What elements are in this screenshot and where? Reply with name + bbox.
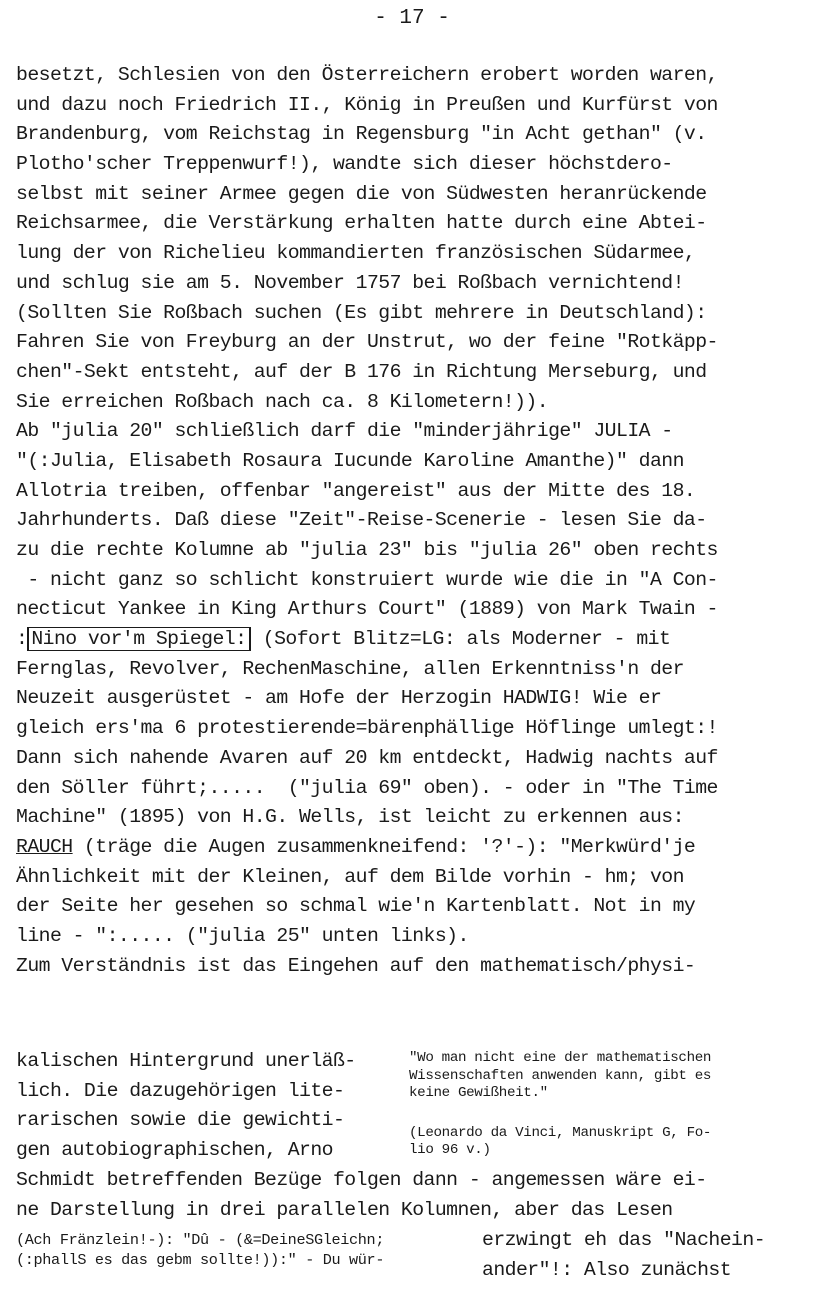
page-number: - 17 - [374, 7, 450, 30]
body-text [16, 61, 822, 981]
quote-line: keine Gewißheit." [409, 1085, 548, 1101]
text-line: gen autobiographischen, Arno [16, 1139, 333, 1162]
text-line: necticut Yankee in King Arthurs Court" (1889) von Mark Twain - [16, 598, 718, 621]
text-line: "(:Julia, Elisabeth Rosaura Iucunde Karoline Amanthe)" dann [16, 449, 684, 472]
text-line: Dann sich nahende Avaren auf 20 km entdeckt, Hadwig nachts auf [16, 746, 718, 769]
text-line: kalischen Hintergrund unerläß- [16, 1050, 356, 1072]
text-line: Plotho'scher Treppenwurf!), wandte sich dieser höchstdero- [16, 153, 673, 176]
text-line: ander"!: Also zunächst [482, 1258, 732, 1281]
text-line: und schlug sie am 5. November 1757 bei Roßbach vernichtend! [16, 271, 684, 294]
text-line: Fahren Sie von Freyburg an der Unstrut, wo der feine "Rotkäpp- [16, 331, 718, 354]
text-line: Schmidt betreffenden Bezüge folgen dann - angemessen wäre ei- [16, 1169, 707, 1191]
text-line: Allotria treiben, offenbar "angereist" aus der Mitte des 18. [16, 479, 696, 502]
text-line: lich. Die dazugehörigen lite- [16, 1079, 345, 1102]
boxed-title: Nino vor'm Spiegel: [27, 627, 251, 651]
boxed-line-suffix: (Sofort Blitz=LG: als Moderner - mit [251, 628, 671, 651]
quote-line: "Wo man nicht eine der mathematischen [409, 1050, 712, 1066]
quote-source-line: (Leonardo da Vinci, Manuskript G, Fo- [409, 1124, 712, 1141]
text-line: lung der von Richelieu kommandierten französischen Südarmee, [16, 242, 696, 265]
boxed-line-prefix: : [16, 628, 28, 651]
underlined-text-line [16, 833, 822, 863]
text-line: selbst mit seiner Armee gegen die von Südwesten heranrückende [16, 182, 707, 205]
text-line: Reichsarmee, die Verstärkung erhalten hatte durch eine Abtei- [16, 212, 707, 235]
quote-source-line: lio 96 v.) [409, 1142, 491, 1158]
text-line: (Sollten Sie Roßbach suchen (Es gibt mehrere in Deutschland): [16, 301, 707, 324]
text-line: rarischen sowie die gewichti- [16, 1109, 345, 1132]
text-line: erzwingt eh das "Nachein- [482, 1229, 766, 1251]
text-line: Jahrhunderts. Daß diese "Zeit"-Reise-Scenerie - lesen Sie da- [16, 509, 707, 532]
bottom-right-text [482, 1226, 765, 1285]
text-line: - nicht ganz so schlicht konstruiert wurde wie die in "A Con- [16, 568, 718, 591]
text-line: (Ach Fränzlein!-): "Dû - (&=DeineSGleichn; [16, 1231, 385, 1249]
text-line: Fernglas, Revolver, RechenMaschine, allen Erkenntniss'n der [16, 657, 684, 680]
text-line: Zum Verständnis ist das Eingehen auf den mathematisch/physi- [16, 954, 696, 977]
text-line: line - ":..... ("julia 25" unten links). [16, 924, 469, 947]
text-line: Brandenburg, vom Reichstag in Regensburg "in Acht gethan" (v. [16, 123, 707, 146]
text-line: chen"-Sekt entsteht, auf der B 176 in Richtung Merseburg, und [16, 360, 707, 383]
text-line: ne Darstellung in drei parallelen Kolumnen, aber das Lesen [16, 1198, 673, 1221]
underlined-name: RAUCH [16, 835, 73, 858]
text-line: Ab "julia 20" schließlich darf die "minderjährige" JULIA - [16, 420, 673, 443]
bottom-split [16, 1226, 822, 1284]
text-line: den Söller führt;..... ("julia 69" oben). - oder in "The Time [16, 776, 718, 799]
continuation-text [16, 1166, 822, 1225]
text-line: (:phallS es das gebm sollte!)):" - Du wür- [16, 1251, 385, 1269]
text-line: und dazu noch Friedrich II., König in Preußen und Kurfürst von [16, 93, 718, 116]
boxed-text-line [16, 625, 822, 655]
left-column [16, 1047, 411, 1166]
bottom-left-text [16, 1230, 384, 1270]
text-line: besetzt, Schlesien von den Österreichern erobert worden waren, [16, 64, 718, 86]
text-line: der Seite her gesehen so schmal wie'n Kartenblatt. Not in my [16, 895, 696, 918]
underlined-line-rest: (träge die Augen zusammenkneifend: '?'-): "Merkwürd'je [72, 835, 696, 858]
quote-line: Wissenschaften anwenden kann, gibt es [409, 1067, 712, 1084]
text-line: Sie erreichen Roßbach nach ca. 8 Kilometern!)). [16, 390, 549, 413]
text-line: gleich ers'ma 6 protestierende=bärenphällige Höflinge umlegt:! [16, 717, 718, 740]
text-line: Neuzeit ausgerüstet - am Hofe der Herzogin HADWIG! Wie er [16, 687, 662, 710]
quote-column [409, 1050, 824, 1160]
text-line: zu die rechte Kolumne ab "julia 23" bis "julia 26" oben rechts [16, 539, 718, 561]
text-line: Ähnlichkeit mit der Kleinen, auf dem Bilde vorhin - hm; von [16, 865, 684, 888]
text-line: Machine" (1895) von H.G. Wells, ist leicht zu erkennen aus: [16, 806, 684, 829]
